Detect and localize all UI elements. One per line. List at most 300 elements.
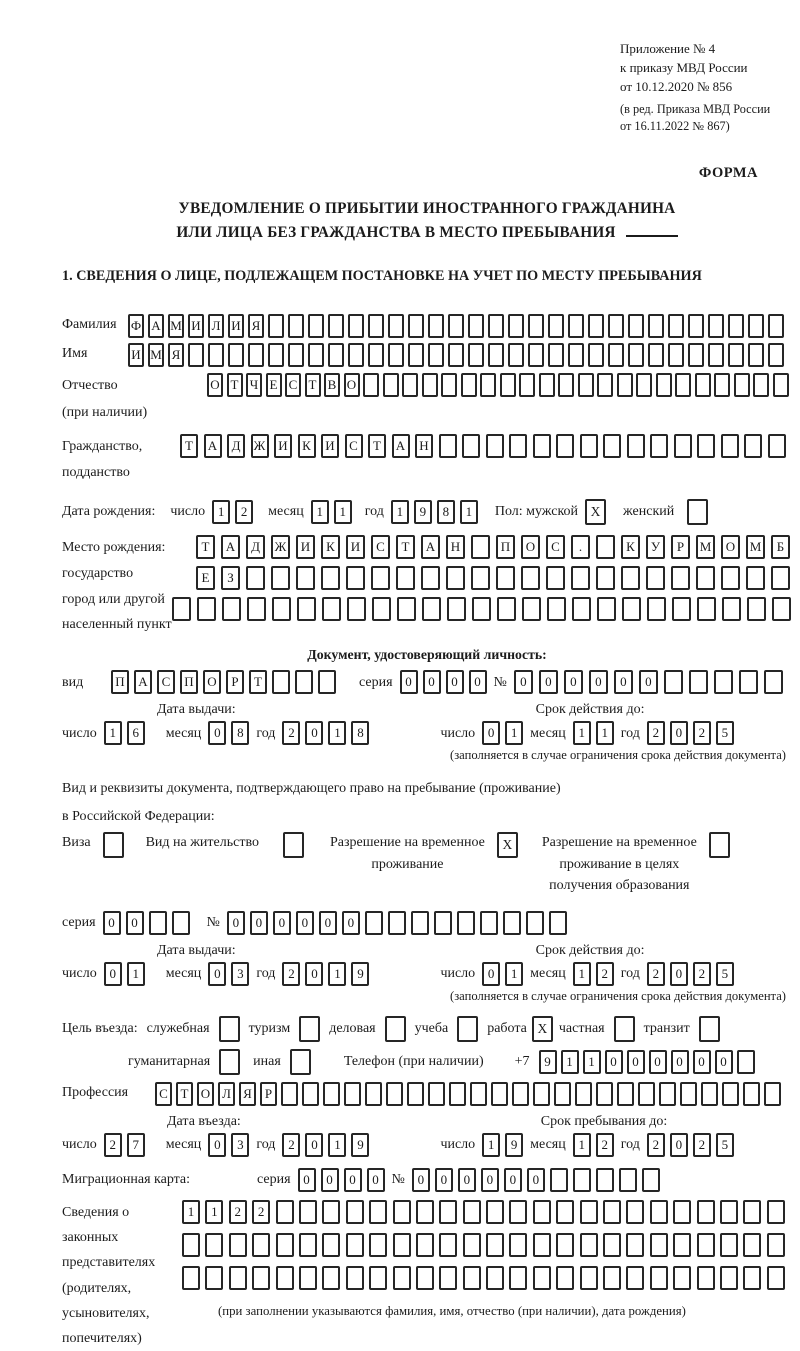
legal-reps-cell[interactable] [743,1200,761,1224]
legal-reps-cell[interactable] [416,1233,434,1257]
profession-cell[interactable] [743,1082,760,1106]
surname-cell[interactable] [648,314,664,338]
doc-number-cell[interactable] [764,670,783,694]
patronymic-cell[interactable] [383,373,399,397]
birth-place-cell[interactable] [246,566,265,590]
profession-cell[interactable] [470,1082,487,1106]
citizenship-cell[interactable]: Д [227,434,245,458]
phone-digit-cell[interactable]: 0 [671,1050,689,1074]
profession-cell[interactable] [428,1082,445,1106]
name-cell[interactable] [388,343,404,367]
res-valid-day-cell[interactable]: 0 [482,962,500,986]
legal-reps-cell[interactable] [252,1233,270,1257]
legal-reps-cell[interactable]: 2 [252,1200,270,1224]
profession-cell[interactable] [281,1082,298,1106]
citizenship-cell[interactable] [533,434,551,458]
patronymic-cell[interactable] [734,373,750,397]
profession-cell[interactable] [680,1082,697,1106]
patronymic-cell[interactable]: С [285,373,301,397]
legal-reps-cell[interactable] [205,1233,223,1257]
legal-reps-cell[interactable] [439,1266,457,1290]
profession-cell[interactable] [323,1082,340,1106]
name-cell[interactable] [508,343,524,367]
legal-reps-cell[interactable] [486,1200,504,1224]
birth-place-cell[interactable] [622,597,641,621]
legal-reps-cell[interactable] [533,1266,551,1290]
visa-checkbox[interactable] [103,832,124,858]
name-cell[interactable] [728,343,744,367]
profession-cell[interactable] [617,1082,634,1106]
surname-cell[interactable] [268,314,284,338]
legal-reps-cell[interactable] [580,1266,598,1290]
legal-reps-cell[interactable] [229,1233,247,1257]
phone-digit-cell[interactable]: 9 [539,1050,557,1074]
legal-reps-cell[interactable] [533,1233,551,1257]
legal-reps-cell[interactable] [720,1233,738,1257]
legal-reps-cell[interactable] [276,1266,294,1290]
res-number-cell[interactable]: 0 [273,911,291,935]
legal-reps-cell[interactable] [393,1266,411,1290]
res-number-cell[interactable]: 0 [227,911,245,935]
stay-year-cell[interactable]: 2 [647,1133,665,1157]
purpose-humanitarian-checkbox[interactable] [219,1049,240,1075]
birth-place-cell[interactable] [696,566,715,590]
birth-place-cell[interactable] [522,597,541,621]
citizenship-cell[interactable]: Н [415,434,433,458]
birth-place-cell[interactable] [497,597,516,621]
legal-reps-cell[interactable] [416,1266,434,1290]
profession-cell[interactable]: Р [260,1082,277,1106]
birth-place-cell[interactable]: С [371,535,390,559]
name-cell[interactable] [348,343,364,367]
surname-cell[interactable] [688,314,704,338]
birth-place-cell[interactable] [597,597,616,621]
doc-number-cell[interactable]: 0 [539,670,558,694]
profession-cell[interactable] [302,1082,319,1106]
citizenship-cell[interactable] [627,434,645,458]
doc-kind-cell[interactable]: А [134,670,152,694]
legal-reps-cell[interactable] [603,1200,621,1224]
surname-cell[interactable]: Ф [128,314,144,338]
citizenship-cell[interactable] [509,434,527,458]
birth-place-cell[interactable]: М [696,535,715,559]
doc-kind-cell[interactable]: О [203,670,221,694]
birth-place-cell[interactable] [747,597,766,621]
birth-place-cell[interactable] [197,597,216,621]
doc-kind-cell[interactable]: С [157,670,175,694]
birth-place-cell[interactable] [271,566,290,590]
birth-place-cell[interactable]: Р [671,535,690,559]
profession-cell[interactable] [575,1082,592,1106]
birth-place-cell[interactable]: А [421,535,440,559]
patronymic-cell[interactable] [461,373,477,397]
birth-place-cell[interactable] [672,597,691,621]
sex-female-checkbox[interactable] [687,499,708,525]
legal-reps-cell[interactable] [299,1266,317,1290]
legal-reps-cell[interactable] [252,1266,270,1290]
birth-place-cell[interactable] [371,566,390,590]
legal-reps-cell[interactable] [673,1200,691,1224]
legal-reps-cell[interactable] [580,1233,598,1257]
citizenship-cell[interactable]: К [298,434,316,458]
birth-place-cell[interactable] [372,597,391,621]
patronymic-cell[interactable] [617,373,633,397]
citizenship-cell[interactable]: Т [368,434,386,458]
profession-cell[interactable]: Я [239,1082,256,1106]
birth-place-cell[interactable]: К [321,535,340,559]
legal-reps-cell[interactable] [486,1233,504,1257]
name-cell[interactable] [488,343,504,367]
legal-reps-cell[interactable] [463,1233,481,1257]
doc-number-cell[interactable]: 0 [589,670,608,694]
name-cell[interactable] [288,343,304,367]
surname-cell[interactable] [668,314,684,338]
patronymic-cell[interactable] [714,373,730,397]
patronymic-cell[interactable] [480,373,496,397]
name-cell[interactable] [428,343,444,367]
legal-reps-cell[interactable] [743,1266,761,1290]
doc-number-cell[interactable] [739,670,758,694]
name-cell[interactable] [668,343,684,367]
res-issue-day-cell[interactable]: 0 [104,962,122,986]
res-series-cell[interactable]: 0 [126,911,144,935]
legal-reps-cell[interactable] [626,1200,644,1224]
res-number-cell[interactable] [365,911,383,935]
legal-reps-cell[interactable] [580,1200,598,1224]
legal-reps-cell[interactable] [486,1266,504,1290]
surname-cell[interactable] [448,314,464,338]
legal-reps-cell[interactable] [509,1266,527,1290]
citizenship-cell[interactable] [462,434,480,458]
name-cell[interactable] [228,343,244,367]
name-cell[interactable] [468,343,484,367]
doc-valid-day-cell[interactable]: 1 [505,721,523,745]
patronymic-cell[interactable] [422,373,438,397]
doc-issue-year-cell[interactable]: 0 [305,721,323,745]
citizenship-cell[interactable]: А [392,434,410,458]
res-series-cell[interactable] [149,911,167,935]
surname-cell[interactable] [308,314,324,338]
legal-reps-cell[interactable] [743,1233,761,1257]
res-issue-month-cell[interactable]: 0 [208,962,226,986]
name-cell[interactable] [568,343,584,367]
surname-cell[interactable] [748,314,764,338]
legal-reps-cell[interactable] [416,1200,434,1224]
mig-number-cell[interactable]: 0 [458,1168,476,1192]
profession-cell[interactable]: О [197,1082,214,1106]
purpose-tourism-checkbox[interactable] [299,1016,320,1042]
birth-place-cell[interactable]: Б [771,535,790,559]
surname-cell[interactable] [588,314,604,338]
mig-series-cell[interactable]: 0 [367,1168,385,1192]
doc-kind-cell[interactable] [318,670,336,694]
name-cell[interactable] [628,343,644,367]
birth-place-cell[interactable] [472,597,491,621]
patronymic-cell[interactable] [500,373,516,397]
birth-place-cell[interactable] [722,597,741,621]
name-cell[interactable] [608,343,624,367]
surname-cell[interactable] [508,314,524,338]
citizenship-cell[interactable] [650,434,668,458]
res-number-cell[interactable] [480,911,498,935]
profession-cell[interactable]: Л [218,1082,235,1106]
surname-cell[interactable] [628,314,644,338]
patronymic-cell[interactable]: О [344,373,360,397]
birth-place-cell[interactable]: И [296,535,315,559]
legal-reps-cell[interactable] [182,1233,200,1257]
profession-cell[interactable] [554,1082,571,1106]
stay-month-cell[interactable]: 1 [573,1133,591,1157]
birth-place-cell[interactable] [396,566,415,590]
birth-place-cell[interactable]: А [221,535,240,559]
birth-place-cell[interactable] [746,566,765,590]
entry-month-cell[interactable]: 0 [208,1133,226,1157]
birth-year-cell[interactable]: 1 [391,500,409,524]
legal-reps-cell[interactable] [673,1233,691,1257]
doc-issue-year-cell[interactable]: 8 [351,721,369,745]
legal-reps-cell[interactable] [369,1200,387,1224]
patronymic-cell[interactable] [402,373,418,397]
doc-number-cell[interactable]: 0 [564,670,583,694]
legal-reps-cell[interactable] [393,1200,411,1224]
birth-place-cell[interactable]: С [546,535,565,559]
legal-reps-cell[interactable] [322,1233,340,1257]
birth-place-cell[interactable] [397,597,416,621]
legal-reps-cell[interactable] [229,1266,247,1290]
res-valid-month-cell[interactable]: 2 [596,962,614,986]
patronymic-cell[interactable] [656,373,672,397]
legal-reps-cell[interactable] [533,1200,551,1224]
birth-place-cell[interactable] [172,597,191,621]
birth-place-cell[interactable] [546,566,565,590]
birth-place-cell[interactable] [297,597,316,621]
surname-cell[interactable]: И [228,314,244,338]
profession-cell[interactable] [596,1082,613,1106]
profession-cell[interactable] [491,1082,508,1106]
res-number-cell[interactable] [411,911,429,935]
doc-valid-year-cell[interactable]: 5 [716,721,734,745]
doc-valid-year-cell[interactable]: 2 [647,721,665,745]
birth-place-cell[interactable] [471,566,490,590]
patronymic-cell[interactable]: Т [305,373,321,397]
mig-number-cell[interactable] [619,1168,637,1192]
profession-cell[interactable]: С [155,1082,172,1106]
legal-reps-cell[interactable] [182,1266,200,1290]
purpose-business-checkbox[interactable] [385,1016,406,1042]
doc-series-cell[interactable]: 0 [446,670,464,694]
legal-reps-cell[interactable] [299,1200,317,1224]
res-series-cell[interactable]: 0 [103,911,121,935]
res-valid-year-cell[interactable]: 0 [670,962,688,986]
surname-cell[interactable] [348,314,364,338]
entry-year-cell[interactable]: 9 [351,1133,369,1157]
profession-cell[interactable] [764,1082,781,1106]
stay-year-cell[interactable]: 2 [693,1133,711,1157]
doc-kind-cell[interactable]: П [111,670,129,694]
mig-series-cell[interactable]: 0 [298,1168,316,1192]
citizenship-cell[interactable]: С [345,434,363,458]
doc-valid-month-cell[interactable]: 1 [573,721,591,745]
profession-cell[interactable] [533,1082,550,1106]
profession-cell[interactable] [449,1082,466,1106]
mig-number-cell[interactable] [596,1168,614,1192]
res-valid-month-cell[interactable]: 1 [573,962,591,986]
legal-reps-cell[interactable] [509,1233,527,1257]
name-cell[interactable]: М [148,343,164,367]
purpose-transit-checkbox[interactable] [699,1016,720,1042]
birth-place-cell[interactable] [222,597,241,621]
res-number-cell[interactable]: 0 [250,911,268,935]
doc-kind-cell[interactable]: П [180,670,198,694]
birth-place-cell[interactable] [296,566,315,590]
birth-place-cell[interactable] [697,597,716,621]
birth-place-cell[interactable] [647,597,666,621]
doc-number-cell[interactable] [689,670,708,694]
res-issue-month-cell[interactable]: 3 [231,962,249,986]
surname-cell[interactable] [368,314,384,338]
birth-place-cell[interactable] [422,597,441,621]
profession-cell[interactable] [512,1082,529,1106]
doc-issue-day-cell[interactable]: 1 [104,721,122,745]
name-cell[interactable] [588,343,604,367]
stay-year-cell[interactable]: 0 [670,1133,688,1157]
doc-valid-day-cell[interactable]: 0 [482,721,500,745]
surname-cell[interactable] [728,314,744,338]
legal-reps-cell[interactable] [556,1233,574,1257]
legal-reps-cell[interactable] [439,1233,457,1257]
legal-reps-cell[interactable] [556,1266,574,1290]
profession-cell[interactable] [365,1082,382,1106]
res-number-cell[interactable] [388,911,406,935]
citizenship-cell[interactable]: И [321,434,339,458]
patronymic-cell[interactable] [675,373,691,397]
legal-reps-cell[interactable]: 2 [229,1200,247,1224]
purpose-study-checkbox[interactable] [457,1016,478,1042]
birth-place-cell[interactable]: З [221,566,240,590]
legal-reps-cell[interactable] [346,1266,364,1290]
name-cell[interactable] [708,343,724,367]
legal-reps-cell[interactable] [322,1266,340,1290]
mig-series-cell[interactable]: 0 [344,1168,362,1192]
surname-cell[interactable] [428,314,444,338]
name-cell[interactable] [688,343,704,367]
profession-cell[interactable] [701,1082,718,1106]
doc-valid-year-cell[interactable]: 0 [670,721,688,745]
name-cell[interactable] [208,343,224,367]
doc-series-cell[interactable]: 0 [469,670,487,694]
mig-number-cell[interactable]: 0 [435,1168,453,1192]
birth-place-cell[interactable] [596,535,615,559]
name-cell[interactable] [328,343,344,367]
legal-reps-cell[interactable] [767,1233,785,1257]
citizenship-cell[interactable] [744,434,762,458]
profession-cell[interactable] [344,1082,361,1106]
patronymic-cell[interactable]: О [207,373,223,397]
surname-cell[interactable] [328,314,344,338]
res-issue-year-cell[interactable]: 2 [282,962,300,986]
legal-reps-cell[interactable] [439,1200,457,1224]
residence-permit-checkbox[interactable] [283,832,304,858]
birth-place-cell[interactable] [346,566,365,590]
doc-number-cell[interactable] [664,670,683,694]
phone-digit-cell[interactable]: 0 [627,1050,645,1074]
phone-digit-cell[interactable]: 1 [583,1050,601,1074]
profession-cell[interactable] [722,1082,739,1106]
legal-reps-cell[interactable] [626,1233,644,1257]
birth-place-cell[interactable]: К [621,535,640,559]
citizenship-cell[interactable]: И [274,434,292,458]
birth-place-cell[interactable]: Т [396,535,415,559]
profession-cell[interactable] [386,1082,403,1106]
phone-digit-cell[interactable]: 0 [715,1050,733,1074]
surname-cell[interactable]: М [168,314,184,338]
birth-place-cell[interactable] [721,566,740,590]
surname-cell[interactable]: А [148,314,164,338]
birth-place-cell[interactable] [421,566,440,590]
patronymic-cell[interactable] [636,373,652,397]
phone-digit-cell[interactable]: 0 [693,1050,711,1074]
birth-place-cell[interactable] [347,597,366,621]
phone-digit-cell[interactable]: 1 [561,1050,579,1074]
birth-place-cell[interactable] [471,535,490,559]
birth-place-cell[interactable]: И [346,535,365,559]
surname-cell[interactable] [388,314,404,338]
birth-year-cell[interactable]: 8 [437,500,455,524]
surname-cell[interactable]: И [188,314,204,338]
res-issue-year-cell[interactable]: 9 [351,962,369,986]
birth-place-cell[interactable] [772,597,791,621]
legal-reps-cell[interactable] [697,1200,715,1224]
patronymic-cell[interactable]: Т [227,373,243,397]
name-cell[interactable] [248,343,264,367]
birth-place-cell[interactable] [447,597,466,621]
citizenship-cell[interactable]: Т [180,434,198,458]
birth-place-cell[interactable]: Д [246,535,265,559]
mig-number-cell[interactable]: 0 [412,1168,430,1192]
legal-reps-cell[interactable] [650,1233,668,1257]
birth-place-cell[interactable]: О [721,535,740,559]
legal-reps-cell[interactable] [299,1233,317,1257]
res-valid-year-cell[interactable]: 5 [716,962,734,986]
birth-place-cell[interactable]: Ж [271,535,290,559]
phone-digit-cell[interactable]: 0 [649,1050,667,1074]
patronymic-cell[interactable] [558,373,574,397]
res-issue-day-cell[interactable]: 1 [127,962,145,986]
purpose-private-checkbox[interactable] [614,1016,635,1042]
res-number-cell[interactable]: 0 [342,911,360,935]
citizenship-cell[interactable]: А [204,434,222,458]
legal-reps-cell[interactable] [509,1200,527,1224]
birth-place-cell[interactable] [272,597,291,621]
legal-reps-cell[interactable] [650,1200,668,1224]
edu-permit-checkbox[interactable] [709,832,730,858]
birth-place-cell[interactable] [247,597,266,621]
birth-place-cell[interactable] [322,597,341,621]
patronymic-cell[interactable]: В [324,373,340,397]
legal-reps-cell[interactable] [556,1200,574,1224]
surname-cell[interactable]: Л [208,314,224,338]
legal-reps-cell[interactable] [369,1233,387,1257]
doc-kind-cell[interactable] [272,670,290,694]
surname-cell[interactable] [608,314,624,338]
legal-reps-cell[interactable] [276,1200,294,1224]
legal-reps-cell[interactable] [720,1200,738,1224]
mig-number-cell[interactable] [573,1168,591,1192]
stay-month-cell[interactable]: 2 [596,1133,614,1157]
doc-issue-year-cell[interactable]: 1 [328,721,346,745]
mig-number-cell[interactable]: 0 [504,1168,522,1192]
doc-series-cell[interactable]: 0 [423,670,441,694]
